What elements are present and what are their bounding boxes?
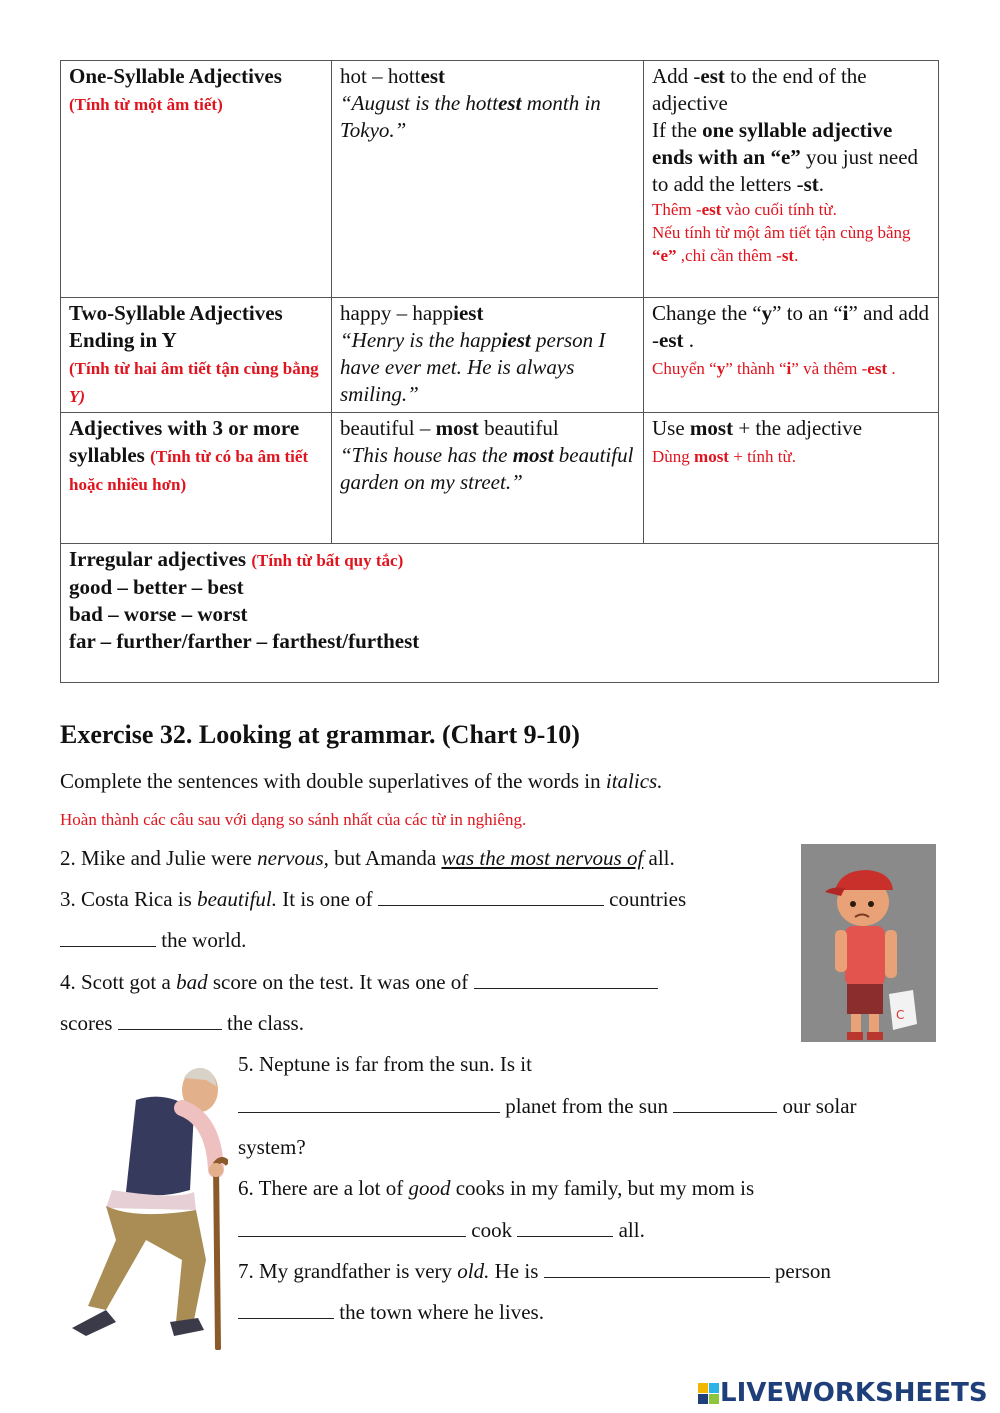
cell-rule: Use most + the adjective Dùng most + tính từ. [644, 413, 939, 544]
answer-blank[interactable] [517, 1218, 613, 1237]
rule-vn: Thêm -est vào cuối tính từ. Nếu tính từ một âm tiết tận cùng bằng “e” ,chỉ cần thêm -st. [652, 200, 911, 265]
answer-blank[interactable] [474, 970, 658, 989]
sentence-6-cont: cook all. [238, 1218, 645, 1243]
type-title: Two-Syllable Adjectives Ending in Y [69, 301, 283, 352]
liveworksheets-logo [698, 1380, 992, 1408]
example-sentence: “August is the hottest month in Tokyo.” [340, 91, 601, 142]
type-vn: (Tính từ có ba âm tiết hoặc nhiều hơn) [69, 447, 309, 494]
grammar-table [60, 60, 939, 683]
exercise-title: Exercise 32. Looking at grammar. (Chart 9-10) [60, 720, 580, 749]
example-answer: was the most nervous of [441, 846, 644, 870]
sad-boy-illustration [801, 844, 936, 1042]
sentence-4-cont: scores the class. [60, 1011, 304, 1035]
answer-blank[interactable] [118, 1011, 222, 1030]
svg-text:C: C [896, 1008, 905, 1022]
cell-example [332, 61, 644, 298]
sentence-5: 5. Neptune is far from the sun. Is it [238, 1052, 532, 1076]
answer-blank[interactable] [544, 1259, 770, 1278]
sentence-5-cont: planet from the sun our solar [238, 1094, 857, 1119]
irregular-title-vn: (Tính từ bất quy tắc) [251, 551, 404, 570]
type-title: Adjectives with 3 or more syllables [69, 416, 300, 467]
cell-type [61, 413, 332, 544]
row-one-syllable [61, 61, 939, 298]
answer-blank[interactable] [238, 1218, 466, 1237]
irregular-line: bad – worse – worst [69, 602, 248, 626]
example-sentence: “Henry is the happiest person I have ever met. He is always smiling.” [340, 328, 606, 406]
example-sentence: “This house has the most beautiful garden on my street.” [340, 443, 634, 494]
row-two-syllable [61, 298, 939, 413]
example-plain: hot – hott [340, 64, 421, 88]
answer-blank[interactable] [60, 928, 156, 947]
row-three-syllable [61, 413, 939, 544]
sentence-3-cont: the world. [60, 928, 246, 953]
sentence-5-end: system? [238, 1135, 306, 1159]
instructions-vn: Hoàn thành các câu sau với dạng so sánh nhất của các từ in nghiêng. [60, 810, 527, 829]
rule-vn: Dùng most + tính từ. [652, 447, 796, 466]
cell-type [61, 298, 332, 413]
answer-blank[interactable] [238, 1300, 334, 1319]
logo-icon [698, 1383, 720, 1405]
sentence-2: 2. Mike and Julie were nervous, but Amanda was the most nervous of all. [60, 846, 675, 870]
type-title: One-Syllable Adjectives [69, 64, 282, 88]
row-irregular [61, 544, 939, 683]
cell-type [61, 61, 332, 298]
irregular-line: far – further/farther – farthest/furthest [69, 629, 420, 653]
instructions: Complete the sentences with double superlatives of the words in italics. [60, 769, 663, 793]
old-man-illustration [66, 1060, 228, 1350]
sentence-4: 4. Scott got a bad score on the test. It was one of [60, 970, 658, 995]
sentence-7: 7. My grandfather is very old. He is person [238, 1259, 831, 1283]
cell-rule: Change the “y” to an “i” and add -est . Chuyển “y” thành “i” và thêm -est . [644, 298, 939, 413]
sentence-3: 3. Costa Rica is beautiful. It is one of countries [60, 887, 687, 911]
example-bold: est [420, 64, 446, 88]
cell-rule: Add -est to the end of the adjective If the one syllable adjective ends with an “e” you just need to add the letters -st. Thêm -est vào cuối tính từ. Nếu tính từ một âm tiết tận cùng bằng “e” ,chỉ cần thêm -st. [644, 61, 939, 298]
type-vn: (Tính từ một âm tiết) [69, 95, 223, 114]
cell-example: beautiful – most beautiful “This house has the most beautiful garden on my street.” [332, 413, 644, 544]
irregular-title: Irregular adjectives [69, 547, 247, 571]
rule-vn: Chuyển “y” thành “i” và thêm -est . [652, 359, 896, 378]
logo-text: LIVEWORKSHEETS [720, 1378, 988, 1408]
cell-irregular [61, 544, 939, 683]
answer-blank[interactable] [238, 1094, 500, 1113]
type-vn: (Tính từ hai âm tiết tận cùng bằng Y) [69, 359, 319, 406]
answer-blank[interactable] [673, 1094, 777, 1113]
sentence-7-cont: the town where he lives. [238, 1300, 544, 1325]
cell-example: happy – happiest “Henry is the happiest person I have ever met. He is always smiling.” [332, 298, 644, 413]
answer-blank[interactable] [378, 887, 604, 906]
irregular-line: good – better – best [69, 575, 244, 599]
sentence-6: 6. There are a lot of good cooks in my family, but my mom is [238, 1176, 755, 1200]
